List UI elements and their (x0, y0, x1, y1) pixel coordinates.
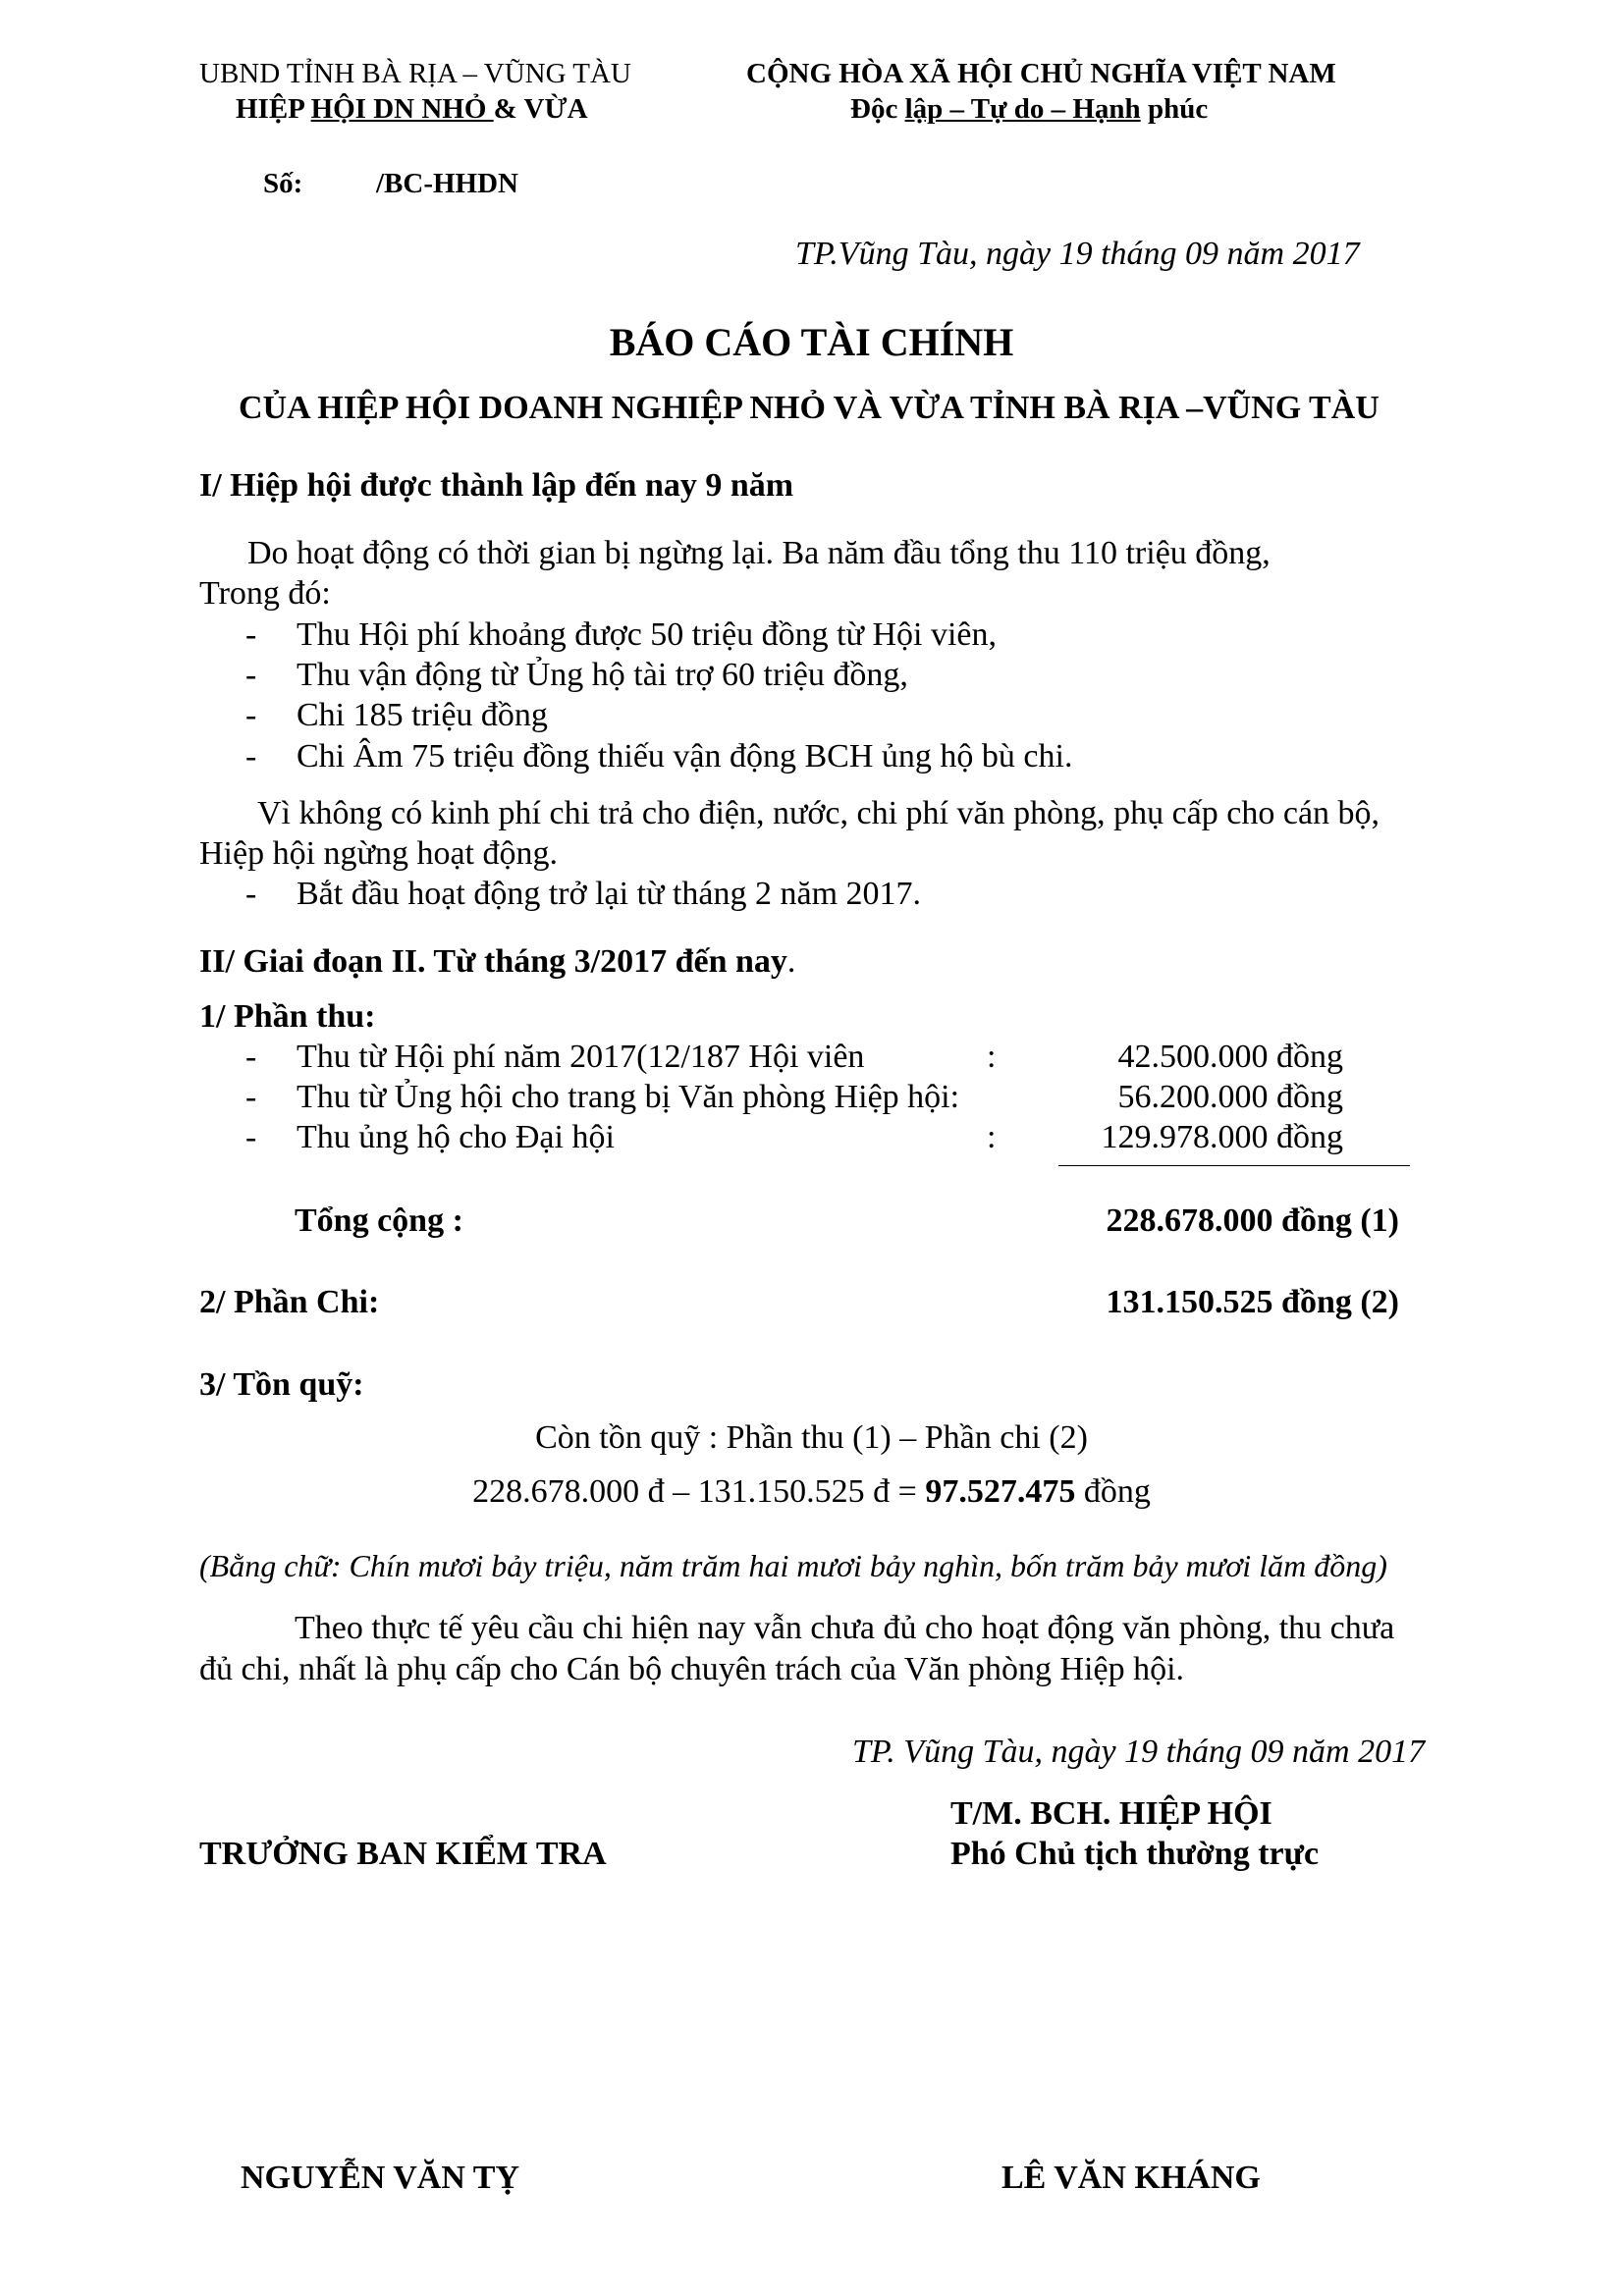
income-heading: 1/ Phần thu: (199, 998, 376, 1035)
signer-right-title2: Phó Chủ tịch thường trực (950, 1836, 1320, 1872)
income-amount: 129.978.000 đồng (1101, 1119, 1343, 1155)
income-amount: 42.500.000 đồng (1117, 1039, 1343, 1075)
document-date: TP.Vũng Tàu, ngày 19 tháng 09 năm 2017 (795, 236, 1360, 272)
report-subtitle: CỦA HIỆP HỘI DOANH NGHIỆP NHỎ VÀ VỪA TỈNH BÀ RỊA –VŨNG TÀU (239, 390, 1380, 426)
national-motto (850, 93, 1208, 126)
income-amount: 56.200.000 đồng (1117, 1079, 1343, 1115)
closing-paragraph-line1: Theo thực tế yêu cầu chi hiện nay vẫn chưa đủ cho hoạt động văn phòng, thu chưa (295, 1610, 1395, 1646)
total-divider (1058, 1165, 1410, 1166)
signer-left-name: NGUYỄN VĂN TỴ (241, 2160, 520, 2196)
expense-heading: 2/ Phần Chi: (199, 1284, 380, 1320)
document-page: UBND TỈNH BÀ RỊA – VŨNG TÀU HIỆP HỘI DN NHỎ & VỪA CỘNG HÒA XÃ HỘI CHỦ NGHĨA VIỆT NAM Độc lập – Tự do – Hạnh phúc Số: /BC-HHDN TP.Vũng Tàu, ngày 19 tháng 09 năm 2017 BÁO CÁO TÀI CHÍNH CỦA HIỆP HỘI DOANH NGHIỆP NHỎ VÀ VỪA TỈNH BÀ RỊA –VŨNG TÀU I/ Hiệp hội được thành lập đến nay 9 năm Do hoạt động có thời gian bị ngừng lại. Ba năm đầu tổng thu 110 triệu đồng, Trong đó: - Thu Hội phí khoảng được 50 triệu đồng từ Hội viên, - Thu vận động từ Ủng hộ tài trợ 60 triệu đồng, - Chi 185 triệu đồng - Chi Âm 75 triệu đồng thiếu vận động BCH ủng hộ bù chi. Vì không có kinh phí chi trả cho điện, nước, chi phí văn phòng, phụ cấp cho cán bộ, Hiệp hội ngừng hoạt động. - Bắt đầu hoạt động trở lại từ tháng 2 năm 2017. II/ Giai đoạn II. Từ tháng 3/2017 đến nay. 1/ Phần thu: - Thu từ Hội phí năm 2017(12/187 Hội viên : 42.500.000 đồng - Thu từ Ủng hội cho trang bị Văn phòng Hiệp hội: 56.200.000 đồng - Thu ủng hộ cho Đại hội : 129.978.000 đồng Tổng cộng : 228.678.000 đồng (1) 2/ Phần Chi: 131.150.525 đồng (2) 3/ Tồn quỹ: Còn tồn quỹ : Phần thu (1) – Phần chi (2) 228.678.000 đ – 131.150.525 đ = 97.527.475 đồng (Bằng chữ: Chín mươi bảy triệu, năm trăm hai mươi bảy nghìn, bốn trăm bảy mươi lăm đồng) Theo thực tế yêu cầu chi hiện nay vẫn chưa đủ cho hoạt động văn phòng, thu chưa đủ chi, nhất là phụ cấp cho Cán bộ chuyên trách của Văn phòng Hiệp hội. TP. Vũng Tàu, ngày 19 tháng 09 năm 2017 T/M. BCH. HIỆP HỘI TRƯỞNG BAN KIỂM TRA Phó Chủ tịch thường trực NGUYỄN VĂN TỴ LÊ VĂN KHÁNG (0, 0, 1623, 2296)
association-name-part1: HIỆP (236, 93, 311, 125)
list-item-text: Chi Âm 75 triệu đồng thiếu vận động BCH ủng hộ bù chi. (297, 738, 1073, 774)
income-separator: : (987, 1119, 997, 1155)
motto-part2: lập – Tự do – Hạnh (904, 93, 1141, 125)
section1-paragraph2-line2: Hiệp hội ngừng hoạt động. (199, 835, 559, 872)
document-number-value: /BC-HHDN (376, 168, 518, 199)
section2-heading-dot: . (786, 943, 796, 980)
signer-right-title1: T/M. BCH. HIỆP HỘI (950, 1795, 1272, 1832)
motto-part1: Độc (850, 93, 905, 125)
closing-paragraph-line2: đủ chi, nhất là phụ cấp cho Cán bộ chuyên trách của Văn phòng Hiệp hội. (199, 1651, 1185, 1687)
agency-name (199, 58, 631, 90)
section1-heading: I/ Hiệp hội được thành lập đến nay 9 năm (199, 467, 794, 504)
total-label: Tổng cộng : (295, 1202, 463, 1239)
report-title: BÁO CÁO TÀI CHÍNH (609, 320, 1014, 364)
fund-heading: 3/ Tồn quỹ: (199, 1366, 364, 1403)
section1-paragraph-line1: Do hoạt động có thời gian bị ngừng lại. Ba năm đầu tổng thu 110 triệu đồng, (247, 535, 1271, 571)
fund-calculation (0, 1473, 1623, 1511)
amount-in-words: (Bằng chữ: Chín mươi bảy triệu, năm trăm hai mươi bảy nghìn, bốn trăm bảy mươi lăm đồng) (199, 1548, 1387, 1583)
section1-paragraph-line2: Trong đó: (199, 575, 331, 612)
signing-date: TP. Vũng Tàu, ngày 19 tháng 09 năm 2017 (852, 1734, 1426, 1770)
income-label: Thu từ Ủng hội cho trang bị Văn phòng Hiệp hội: (297, 1079, 960, 1115)
total-amount: 228.678.000 đồng (1) (1106, 1202, 1399, 1239)
association-name-part3: & VỪA (493, 93, 588, 125)
signer-right-name: LÊ VĂN KHÁNG (1001, 2160, 1261, 2196)
list-item-text: Thu Hội phí khoảng được 50 triệu đồng từ Hội viên, (297, 616, 998, 653)
signer-left-title: TRƯỞNG BAN KIỂM TRA (199, 1836, 607, 1872)
income-label: Thu từ Hội phí năm 2017(12/187 Hội viên (297, 1039, 865, 1075)
section2-heading-text: II/ Giai đoạn II. Từ tháng 3/2017 đến nay (199, 943, 787, 980)
agency-name-text: UBND TỈNH BÀ RỊA – VŨNG TÀU (199, 58, 631, 89)
section2-heading (199, 943, 795, 981)
association-name-part2: HỘI DN NHỎ (310, 93, 494, 125)
association-name (236, 93, 588, 126)
expense-amount: 131.150.525 đồng (2) (1106, 1284, 1399, 1320)
list-item-text: Bắt đầu hoạt động trở lại từ tháng 2 năm 2017. (297, 876, 922, 912)
document-number-label: Số: (263, 168, 303, 199)
national-title (746, 58, 1336, 90)
income-separator: : (987, 1039, 997, 1075)
national-title-text: CỘNG HÒA XÃ HỘI CHỦ NGHĨA VIỆT NAM (746, 58, 1336, 89)
list-item-text: Chi 185 triệu đồng (297, 697, 548, 733)
section1-paragraph2-line1: Vì không có kinh phí chi trả cho điện, nước, chi phí văn phòng, phụ cấp cho cán bộ, (257, 795, 1380, 831)
fund-calculation-part3: đồng (1075, 1473, 1151, 1510)
list-item-text: Thu vận động từ Ủng hộ tài trợ 60 triệu đồng, (297, 657, 908, 693)
income-label: Thu ủng hộ cho Đại hội (297, 1119, 615, 1155)
fund-formula: Còn tồn quỹ : Phần thu (1) – Phần chi (2) (535, 1419, 1088, 1456)
motto-part3: phúc (1140, 93, 1209, 125)
fund-calculation-part1: 228.678.000 đ – 131.150.525 đ = (472, 1473, 926, 1510)
fund-balance: 97.527.475 (925, 1473, 1076, 1510)
